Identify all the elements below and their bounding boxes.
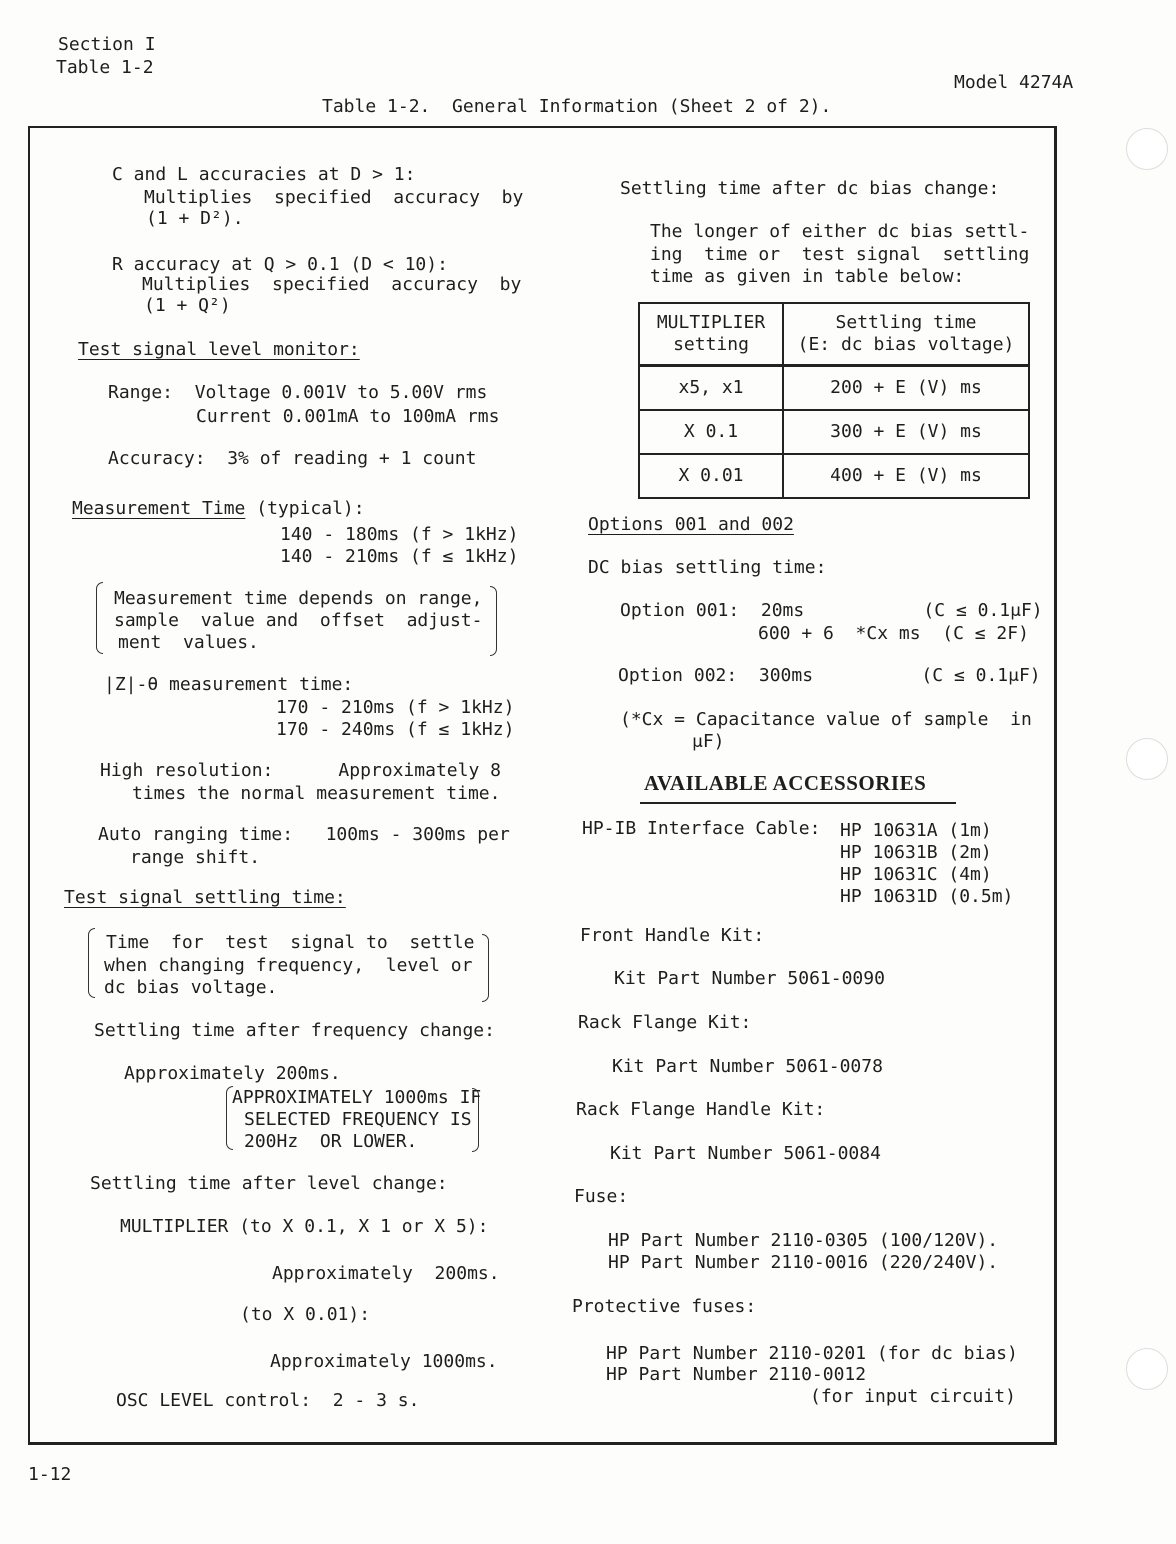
punch-hole xyxy=(1126,1348,1168,1390)
rack-flange-handle-heading: Rack Flange Handle Kit: xyxy=(576,1099,826,1120)
tss-note: Time for test signal to settle xyxy=(106,932,475,953)
r-accuracy-heading: R accuracy at Q > 0.1 (D < 10): xyxy=(112,254,448,275)
table-row xyxy=(639,454,1029,498)
approx-200b: Approximately 200ms. xyxy=(272,1263,500,1284)
to-x001: (to X 0.01): xyxy=(240,1304,371,1325)
punch-hole xyxy=(1126,128,1168,170)
dc-change-heading: Settling time after dc bias change: xyxy=(620,178,1000,199)
z-value: 170 - 240ms (f ≤ 1kHz) xyxy=(276,719,515,740)
settling-time-table xyxy=(638,302,1030,499)
table-cell-multiplier: X 0.01 xyxy=(639,454,783,498)
rack-flange-handle-pn: Kit Part Number 5061-0084 xyxy=(610,1143,881,1164)
r-accuracy-text: Multiplies specified accuracy by xyxy=(142,274,522,295)
cx-note: (*Cx = Capacitance value of sample in xyxy=(620,709,1032,730)
table-ref-label: Table 1-2 xyxy=(56,57,154,78)
tslm-heading: Test signal level monitor: xyxy=(78,339,360,360)
z-theta-heading: |Z|-θ measurement time: xyxy=(104,674,354,695)
prot-fuse-pn: HP Part Number 2110-0201 (for dc bias) xyxy=(606,1343,1018,1364)
col-header-line: (E: dc bias voltage) xyxy=(797,334,1015,355)
mt-value: 140 - 180ms (f > 1kHz) xyxy=(280,524,519,545)
fuse-pn: HP Part Number 2110-0016 (220/240V). xyxy=(608,1252,999,1273)
hpib-label: HP-IB Interface Cable: xyxy=(582,818,821,839)
option-001: Option 001: 20ms (C ≤ 0.1μF) xyxy=(620,600,1043,621)
cl-accuracy-formula: (1 + D²). xyxy=(146,208,244,229)
cl-accuracy-text: Multiplies specified accuracy by xyxy=(144,187,524,208)
page-title: Table 1-2. General Information (Sheet 2 of 2). xyxy=(322,96,832,117)
options-heading: Options 001 and 002 xyxy=(588,514,794,535)
r-accuracy-formula: (1 + Q²) xyxy=(144,295,231,316)
hpib-part: HP 10631D (0.5m) xyxy=(840,886,1014,907)
left-bracket xyxy=(96,582,103,654)
dc-settle-heading: DC bias settling time: xyxy=(588,557,827,578)
settling-col-header xyxy=(783,303,1029,366)
table-cell-time: 400 + E (V) ms xyxy=(783,454,1029,498)
range-voltage: Range: Voltage 0.001V to 5.00V rms xyxy=(108,382,488,403)
auto-ranging-cont: range shift. xyxy=(130,847,261,868)
front-handle-heading: Front Handle Kit: xyxy=(580,925,765,946)
level-change-heading: Settling time after level change: xyxy=(90,1173,448,1194)
high-resolution: High resolution: Approximately 8 xyxy=(100,760,501,781)
section-label: Section I xyxy=(58,34,156,55)
table-row xyxy=(639,366,1029,411)
rack-flange-pn: Kit Part Number 5061-0078 xyxy=(612,1056,883,1077)
left-bracket xyxy=(88,928,95,998)
measurement-time-heading xyxy=(72,498,365,520)
multiplier-col-header xyxy=(639,303,783,366)
table-row xyxy=(639,410,1029,454)
prot-fuse-note: (for input circuit) xyxy=(810,1386,1016,1407)
mt-note: Measurement time depends on range, xyxy=(114,588,483,609)
hpib-part: HP 10631C (4m) xyxy=(840,864,992,885)
fuse-heading: Fuse: xyxy=(574,1186,629,1207)
tss-note: dc bias voltage. xyxy=(104,977,278,998)
table-cell-multiplier: x5, x1 xyxy=(639,366,783,411)
mt-heading-text: Measurement Time xyxy=(72,498,246,519)
option-002: Option 002: 300ms (C ≤ 0.1μF) xyxy=(618,665,1041,686)
cl-accuracy-heading: C and L accuracies at D > 1: xyxy=(112,164,416,185)
cx-note-cont: μF) xyxy=(692,731,725,752)
col-header-line: Settling time xyxy=(835,312,977,333)
dc-note: ing time or test signal settling xyxy=(650,244,1030,265)
hpib-part: HP 10631A (1m) xyxy=(840,820,992,841)
approx-1000: Approximately 1000ms. xyxy=(270,1351,498,1372)
table-cell-time: 300 + E (V) ms xyxy=(783,410,1029,454)
range-current: Current 0.001mA to 100mA rms xyxy=(196,406,500,427)
mt-value: 140 - 210ms (f ≤ 1kHz) xyxy=(280,546,519,567)
right-bracket xyxy=(482,934,489,1002)
dc-note: The longer of either dc bias settl- xyxy=(650,221,1030,242)
mt-heading-suffix: (typical): xyxy=(245,498,365,519)
approx-200: Approximately 200ms. xyxy=(124,1063,341,1084)
auto-ranging: Auto ranging time: 100ms - 300ms per xyxy=(98,824,510,845)
freq-change-heading: Settling time after frequency change: xyxy=(94,1020,495,1041)
tss-heading: Test signal settling time: xyxy=(64,887,346,908)
option-001-cont: 600 + 6 *Cx ms (C ≤ 2F) xyxy=(758,623,1029,644)
high-resolution-cont: times the normal measurement time. xyxy=(132,783,501,804)
accessories-heading: AVAILABLE ACCESSORIES xyxy=(644,771,927,795)
col-header-line: setting xyxy=(673,334,749,355)
multiplier-line: MULTIPLIER (to X 0.1, X 1 or X 5): xyxy=(120,1216,489,1237)
front-handle-pn: Kit Part Number 5061-0090 xyxy=(614,968,885,989)
dc-note: time as given in table below: xyxy=(650,266,965,287)
prot-fuse-pn: HP Part Number 2110-0012 xyxy=(606,1364,867,1385)
model-label: Model 4274A xyxy=(954,72,1074,93)
protective-fuses-heading: Protective fuses: xyxy=(572,1296,757,1317)
freq-note: SELECTED FREQUENCY IS xyxy=(244,1109,472,1130)
freq-note: APPROXIMATELY 1000ms IF xyxy=(232,1087,482,1108)
mt-note: ment values. xyxy=(118,632,259,653)
fuse-pn: HP Part Number 2110-0305 (100/120V). xyxy=(608,1230,999,1251)
mt-note: sample value and offset adjust- xyxy=(114,610,483,631)
osc-level: OSC LEVEL control: 2 - 3 s. xyxy=(116,1390,420,1411)
accessories-underline xyxy=(640,802,956,804)
table-cell-multiplier: X 0.1 xyxy=(639,410,783,454)
page-number: 1-12 xyxy=(28,1464,72,1485)
right-bracket xyxy=(490,586,497,656)
freq-note: 200Hz OR LOWER. xyxy=(244,1131,418,1152)
col-header-line: MULTIPLIER xyxy=(656,312,766,333)
z-value: 170 - 210ms (f > 1kHz) xyxy=(276,697,515,718)
tss-note: when changing frequency, level or xyxy=(104,955,473,976)
table-cell-time: 200 + E (V) ms xyxy=(783,366,1029,411)
rack-flange-heading: Rack Flange Kit: xyxy=(578,1012,752,1033)
accuracy-line: Accuracy: 3% of reading + 1 count xyxy=(108,448,477,469)
punch-hole xyxy=(1126,738,1168,780)
hpib-part: HP 10631B (2m) xyxy=(840,842,992,863)
table-header-row xyxy=(639,303,1029,366)
